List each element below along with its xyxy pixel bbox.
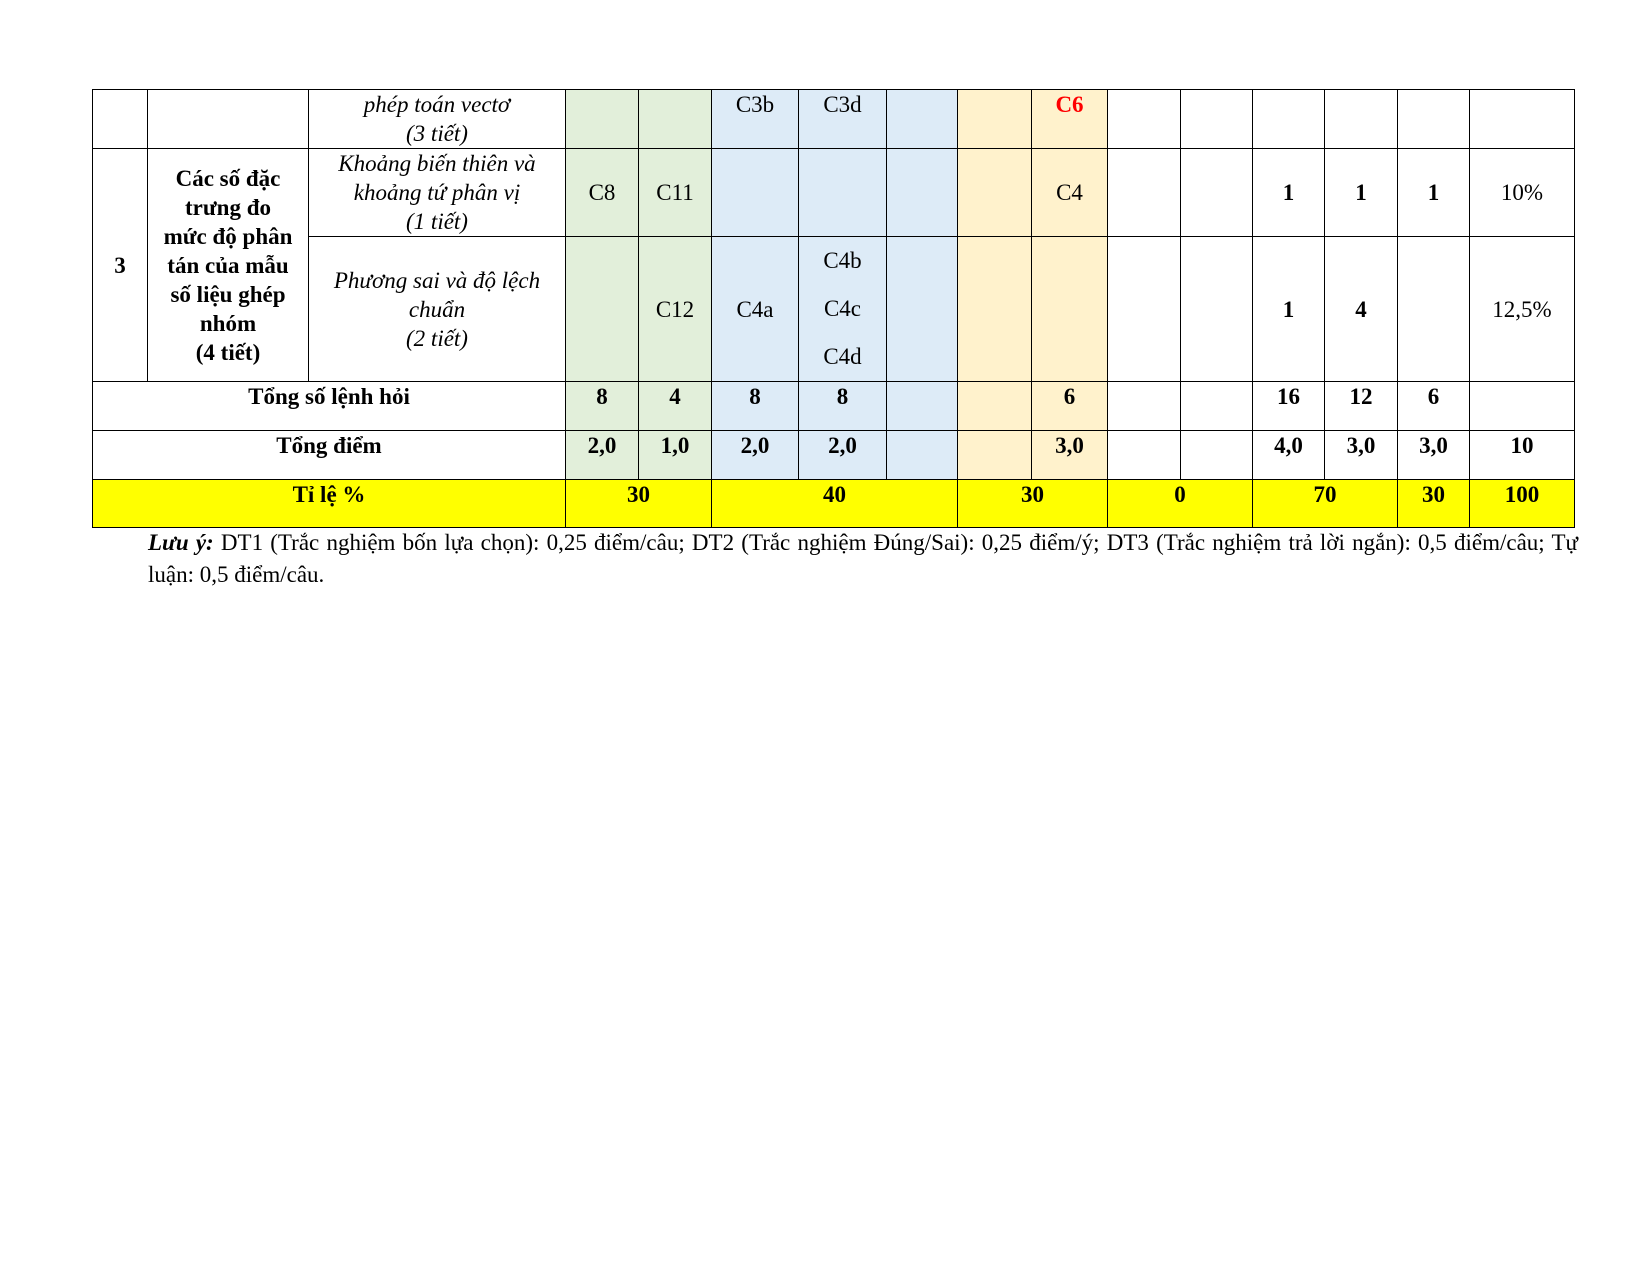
dt2-col2-cell: 8 [799, 382, 887, 431]
table-row-total-points [93, 431, 1575, 480]
essay-col1-cell [1108, 431, 1181, 480]
ratio-cell: 10 [1470, 431, 1575, 480]
dt2-col1-cell [712, 149, 799, 237]
table-row-lesson1 [93, 149, 1575, 237]
dt3-col2-cell: C6 [1032, 90, 1108, 149]
dt2-col1-cell: 8 [712, 382, 799, 431]
lesson-range-cell: Khoảng biến thiên và khoảng tứ phân vị (1 tiết) [309, 149, 566, 237]
total-points-label: Tổng điểm [93, 431, 566, 480]
lesson-variance-cell: Phương sai và độ lệch chuẩn (2 tiết) [309, 237, 566, 382]
footnote-label: Lưu ý: [148, 530, 214, 555]
topic-name-cell [148, 90, 309, 149]
dt1-col1-cell: 8 [566, 382, 639, 431]
lesson-vecto-hours: (3 tiết) [406, 121, 468, 146]
ratio-essay: 0 [1108, 480, 1253, 528]
dt3-col2-cell: C4 [1032, 149, 1108, 237]
dt2-col2-cell: C3d [799, 90, 887, 149]
total-col2-cell [1325, 90, 1398, 149]
total-col3-cell [1398, 90, 1470, 149]
ratio-total-12: 70 [1253, 480, 1398, 528]
essay-col2-cell [1181, 237, 1253, 382]
dt1-col2-cell: C12 [639, 237, 712, 382]
total-col1-cell: 4,0 [1253, 431, 1325, 480]
topic-name-cell: Các số đặc trưng đo mức độ phân tán của mẫu số liệu ghép nhóm (4 tiết) [148, 149, 309, 382]
dt3-col1-cell [958, 149, 1032, 237]
essay-col2-cell [1181, 90, 1253, 149]
footnote [148, 527, 1578, 591]
dt3-col1-cell [958, 237, 1032, 382]
essay-col1-cell [1108, 149, 1181, 237]
dt2-col3-cell [887, 237, 958, 382]
dt2-col2-cell: 2,0 [799, 431, 887, 480]
ratio-cell: 12,5% [1470, 237, 1575, 382]
total-questions-label: Tổng số lệnh hỏi [93, 382, 566, 431]
dt1-col1-cell: 2,0 [566, 431, 639, 480]
dt1-col2-cell [639, 90, 712, 149]
dt1-col1-cell: C8 [566, 149, 639, 237]
dt2-col3-cell [887, 382, 958, 431]
ratio-all: 100 [1470, 480, 1575, 528]
total-col2-cell: 1 [1325, 149, 1398, 237]
dt2-col1-cell: 2,0 [712, 431, 799, 480]
ratio-label: Tỉ lệ % [93, 480, 566, 528]
total-col3-cell: 1 [1398, 149, 1470, 237]
total-col1-cell: 16 [1253, 382, 1325, 431]
lesson-vecto-name: phép toán vectơ [363, 92, 511, 117]
essay-col1-cell [1108, 237, 1181, 382]
dt1-col2-cell: 1,0 [639, 431, 712, 480]
table-row-vecto [93, 90, 1575, 149]
essay-col1-cell [1108, 90, 1181, 149]
ratio-cell [1470, 382, 1575, 431]
dt1-col1-cell [566, 90, 639, 149]
essay-col2-cell [1181, 149, 1253, 237]
total-col2-cell: 4 [1325, 237, 1398, 382]
total-col2-cell: 12 [1325, 382, 1398, 431]
ratio-dt3: 30 [958, 480, 1108, 528]
dt1-col1-cell [566, 237, 639, 382]
dt2-col3-cell [887, 431, 958, 480]
exam-matrix-table [92, 89, 1575, 528]
essay-col2-cell [1181, 382, 1253, 431]
dt3-col1-cell [958, 90, 1032, 149]
dt1-col2-cell: 4 [639, 382, 712, 431]
total-col3-cell: 6 [1398, 382, 1470, 431]
dt3-col2-cell: 6 [1032, 382, 1108, 431]
table-row-lesson2 [93, 237, 1575, 382]
dt2-col3-cell [887, 90, 958, 149]
total-col3-cell: 3,0 [1398, 431, 1470, 480]
ratio-dt1: 30 [566, 480, 712, 528]
dt1-col2-cell: C11 [639, 149, 712, 237]
dt2-col1-cell: C4a [712, 237, 799, 382]
footnote-text: DT1 (Trắc nghiệm bốn lựa chọn): 0,25 điểm/câu; DT2 (Trắc nghiệm Đúng/Sai): 0,25 điểm/ý; DT3 (Trắc nghiệm trả lời ngắn): 0,5 điểm/câu; Tự luận: 0,5 điểm/câu. [148, 530, 1578, 587]
dt2-col2-cell: C4b C4c C4d [799, 237, 887, 382]
table-row-ratio [93, 480, 1575, 528]
total-col2-cell: 3,0 [1325, 431, 1398, 480]
dt2-col1-cell: C3b [712, 90, 799, 149]
total-col3-cell [1398, 237, 1470, 382]
dt3-col2-cell [1032, 237, 1108, 382]
ratio-total-3: 30 [1398, 480, 1470, 528]
essay-col2-cell [1181, 431, 1253, 480]
table-row-total-questions [93, 382, 1575, 431]
total-col1-cell: 1 [1253, 149, 1325, 237]
lesson-vecto-cell [309, 90, 566, 149]
dt3-col2-cell: 3,0 [1032, 431, 1108, 480]
dt3-col1-cell [958, 382, 1032, 431]
topic-index-cell [93, 90, 148, 149]
essay-col1-cell [1108, 382, 1181, 431]
topic-index-cell: 3 [93, 149, 148, 382]
dt2-col3-cell [887, 149, 958, 237]
total-col1-cell [1253, 90, 1325, 149]
total-col1-cell: 1 [1253, 237, 1325, 382]
ratio-dt2: 40 [712, 480, 958, 528]
ratio-cell: 10% [1470, 149, 1575, 237]
ratio-cell [1470, 90, 1575, 149]
dt2-col2-cell [799, 149, 887, 237]
dt3-col1-cell [958, 431, 1032, 480]
